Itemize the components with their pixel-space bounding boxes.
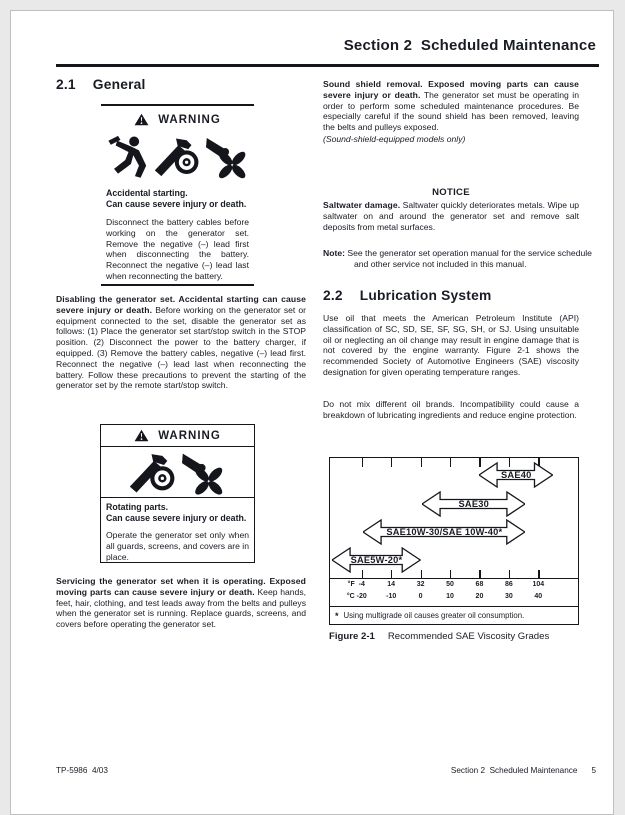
axis-tick-label: -10	[386, 593, 397, 600]
paragraph-body: The generator set must be operating in order to perform some scheduled maintenance procedures. Be especially careful if the sound shield has been removed, leaving the belts and pulleys exposed.	[323, 89, 579, 133]
axis-tick-label: 40	[534, 593, 543, 600]
header-rule	[56, 64, 599, 67]
figure-plot-area	[330, 458, 578, 579]
footer-section-title: Section 2 Scheduled Maintenance	[450, 766, 578, 775]
axis-tick	[450, 570, 451, 578]
warning-header-label: WARNING	[158, 113, 221, 126]
paragraph-lead: Sound shield removal. Exposed moving parts can cause severe injury or death.	[323, 79, 579, 100]
axis-tick	[538, 570, 539, 578]
note	[323, 248, 604, 270]
arrow-label: SAE5W-20*	[350, 555, 403, 565]
paragraph-servicing	[56, 576, 306, 630]
hazard-title: Rotating parts.	[106, 502, 169, 512]
axis-tick-label: 10	[446, 593, 454, 600]
arrow-label: SAE30	[458, 499, 489, 509]
warning-icon-row	[101, 446, 254, 497]
paragraph-body: Saltwater quickly deteriorates metals. Wipe up saltwater on and around the generator set and remove salt deposits from metal surfaces.	[323, 200, 580, 232]
section-2-1-heading	[56, 77, 146, 92]
fan-hand-icon	[182, 450, 226, 495]
paragraph-lead: Saltwater damage.	[323, 200, 401, 210]
hazard-statement	[106, 502, 249, 524]
axis-tick	[479, 570, 480, 578]
warning-text-section	[101, 497, 254, 566]
figure-caption	[329, 631, 589, 642]
fan-hand-icon	[206, 134, 249, 179]
paragraph-sound-shield	[323, 79, 579, 145]
warning-header	[101, 425, 254, 446]
warning-body: Operate the generator set only when all guards, screens, and covers are in place.	[106, 530, 249, 562]
paragraph-body: Keep hands, feet, hair, clothing, and test leads away from the belts and pulleys when the generator set is running. Replace guards, screens, and covers before operating the generator set.	[56, 586, 307, 630]
axis-tick-label: 14	[387, 581, 396, 588]
hazard-consequence: Can cause severe injury or death.	[106, 199, 247, 209]
belt-pulley-icon	[129, 451, 179, 494]
axis-tick	[450, 458, 451, 467]
paragraph-saltwater	[323, 200, 579, 232]
axis-tick-label: 68	[475, 581, 484, 588]
arrow-label: SAE10W-30/SAE 10W-40*	[386, 527, 503, 537]
warning-triangle-icon	[134, 113, 149, 126]
paragraph-oil-mixing: Do not mix different oil brands. Incompatibility could cause a breakdown of lubricating ingredients and reduce engine protection.	[323, 399, 579, 420]
viscosity-range-arrow	[363, 519, 525, 545]
axis-tick-label: 104	[532, 581, 545, 588]
paragraph-lead: Disabling the generator set. Accidental starting can cause severe injury or death.	[56, 294, 306, 315]
axis-tick	[421, 458, 422, 467]
shock-person-icon	[106, 132, 151, 180]
arrow-label: SAE40	[501, 470, 532, 480]
warning-triangle-icon	[134, 429, 149, 442]
warning-box-rotating-parts	[100, 424, 255, 563]
page-header-title: Section 2 Scheduled Maintenance	[343, 37, 596, 54]
axis-tick-label: 30	[504, 593, 513, 600]
paragraph-lead: Servicing the generator set when it is operating. Exposed moving parts can cause severe injury or death.	[56, 576, 306, 597]
figure-caption-label: Figure 2-1	[329, 631, 375, 642]
axis-tick	[391, 458, 392, 467]
belt-pulley-icon	[154, 135, 203, 178]
warning-header	[106, 113, 249, 126]
axis-tick-label: 86	[504, 581, 513, 588]
section-title: General	[92, 77, 146, 92]
viscosity-range-arrow	[479, 462, 553, 488]
axis-tick	[421, 570, 422, 578]
viscosity-range-arrow	[332, 547, 420, 573]
paragraph-oil-spec: Use oil that meets the American Petroleum Institute (API) classification of SC, SD, SE, SF, SG, SH, or SJ. Using unsuitable oil or neglecting an oil change may result in engine damage that is not covered by the engine warranty. Figure 2-1 shows the recommended Society of Automotive Engineers (SAE) viscosity designation for given operating temperature ranges.	[323, 313, 579, 377]
figure-axis	[330, 579, 578, 606]
warning-header-label: WARNING	[158, 429, 221, 442]
axis-tick	[509, 570, 510, 578]
section-2-2-heading	[323, 288, 491, 303]
hazard-title: Accidental starting.	[106, 188, 188, 198]
axis-tick-label: 50	[446, 581, 454, 588]
footnote-text: Using multigrade oil causes greater oil consumption.	[343, 611, 525, 620]
warning-body: Disconnect the battery cables before working on the generator set. Remove the negative (–) lead first when disconnecting the battery. Reconnect the negative (–) lead last when reconnecting the battery.	[106, 217, 249, 281]
note-label: Note:	[323, 248, 345, 258]
warning-icon-row	[106, 132, 249, 180]
section-number: 2.2	[323, 288, 343, 303]
footnote-marker: *	[335, 610, 339, 621]
footer-page-number: 5	[591, 766, 596, 775]
axis-tick-label: 20	[475, 593, 484, 600]
section-number: 2.1	[56, 77, 76, 92]
axis-tick-label: 0	[418, 593, 423, 600]
figure-footnote	[330, 606, 578, 624]
section-title: Lubrication System	[359, 288, 492, 303]
axis-celsius-row	[330, 593, 578, 604]
hazard-statement	[106, 188, 249, 210]
axis-tick-label: -20	[356, 593, 367, 600]
axis-tick-label: 32	[416, 581, 425, 588]
footer-right	[451, 766, 596, 775]
axis-tick-label: -4	[358, 581, 365, 588]
axis-tick	[362, 458, 363, 467]
warning-box-accidental-starting	[101, 104, 254, 286]
axis-unit-label: °C	[346, 593, 355, 600]
hazard-consequence: Can cause severe injury or death.	[106, 513, 247, 523]
figure-2-1	[329, 457, 579, 625]
axis-unit-label: °F	[347, 581, 355, 588]
footer-doc-number: TP-5986 4/03	[56, 766, 108, 775]
paragraph-body: Before working on the generator set or equipment connected to the set, disable the generator set as follows: (1) Place the generator set start/stop switch in the STOP position. (2) Disconnect the power to the battery charger, if equipped. (3) Remove the battery cables, negative (–) lead first. Reconnect the negative (–) lead last when reconnecting the battery. Follow these precautions to prevent the starting of the generator set by the remote start/stop switch.	[56, 304, 307, 391]
sound-shield-models-note: (Sound-shield-equipped models only)	[323, 133, 466, 144]
note-body: See the generator set operation manual for the service schedule and other service not included in this manual.	[347, 248, 592, 269]
paragraph-disabling	[56, 294, 306, 391]
viscosity-range-arrow	[422, 491, 525, 517]
axis-fahrenheit-row	[330, 581, 578, 592]
notice-header: NOTICE	[432, 187, 470, 198]
manual-page	[10, 10, 614, 815]
figure-caption-text: Recommended SAE Viscosity Grades	[387, 631, 550, 642]
